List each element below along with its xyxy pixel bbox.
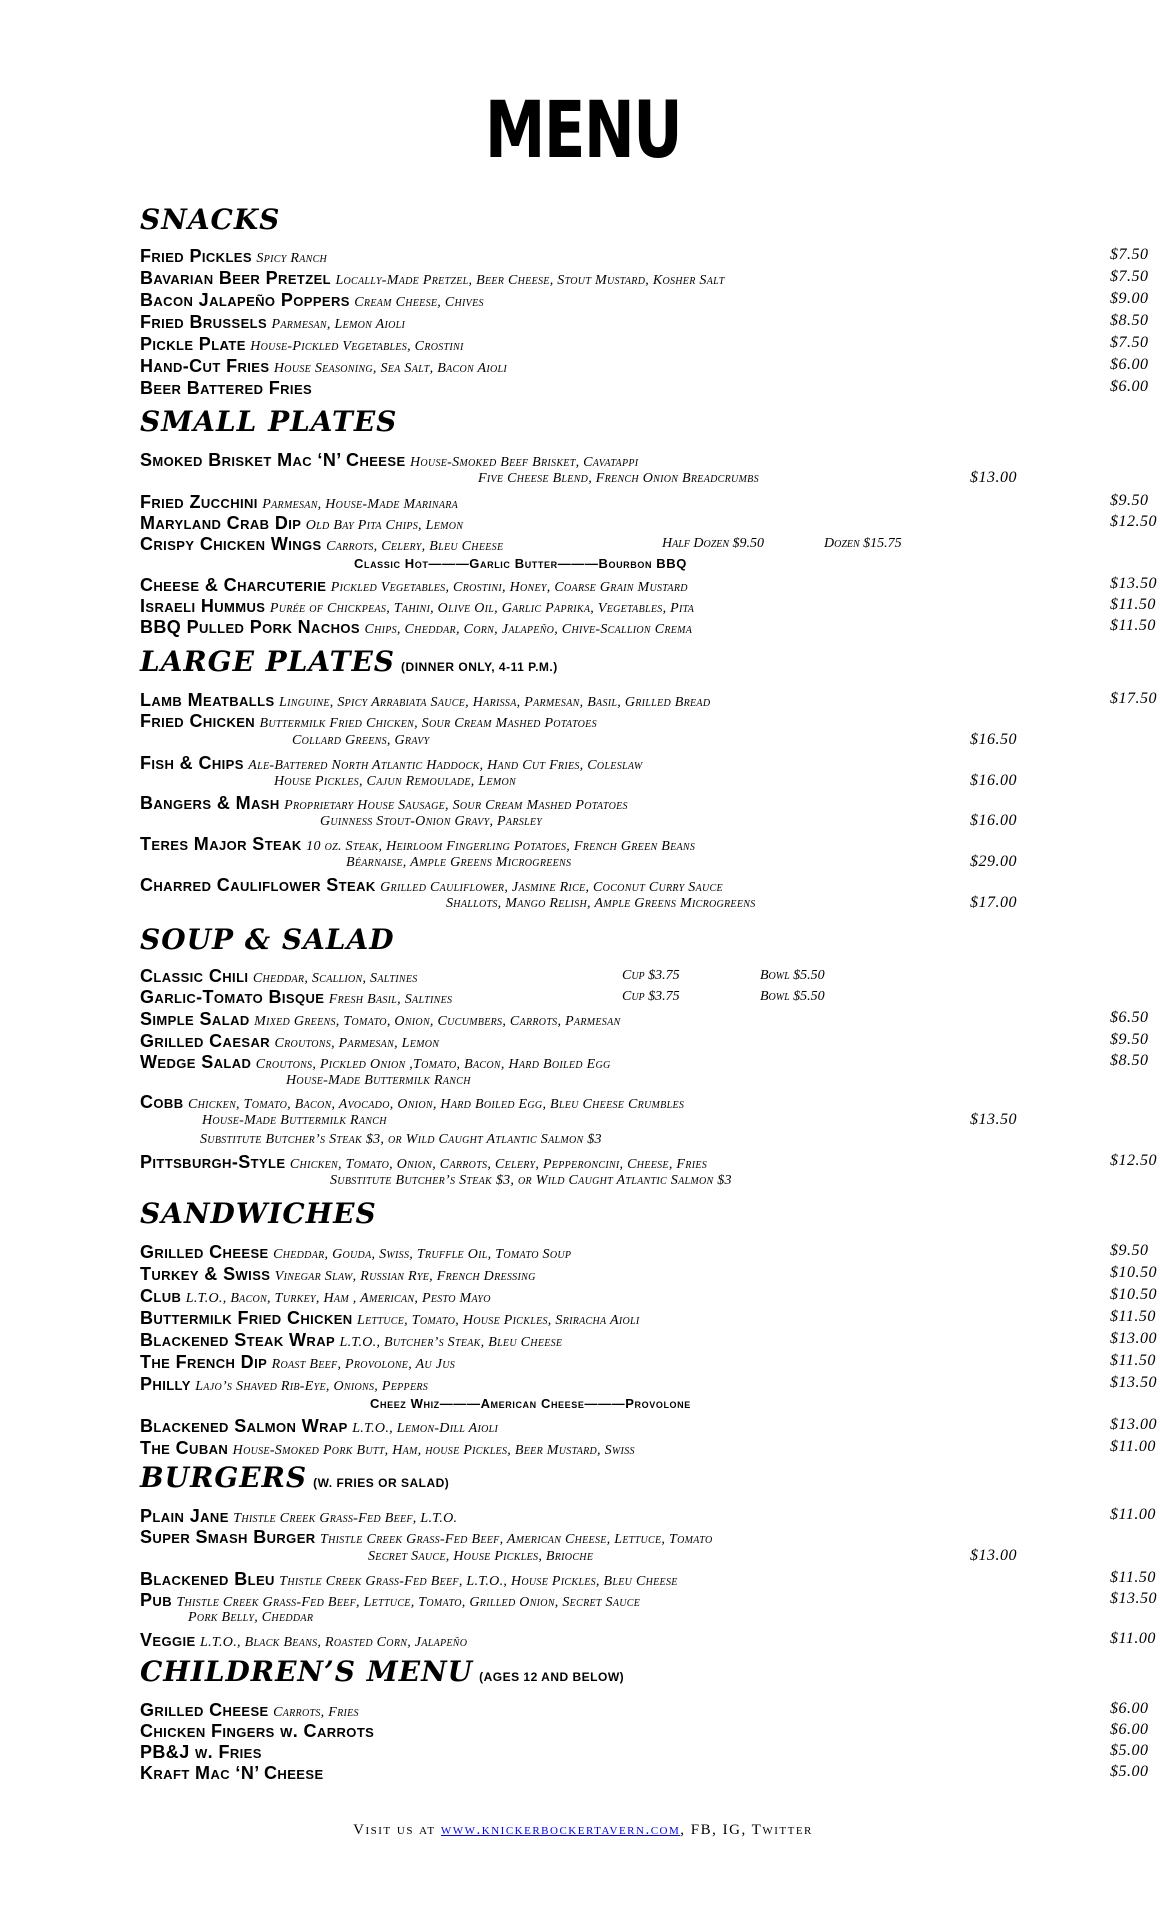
option-dozen: Dozen $15.75 — [824, 536, 902, 551]
option-bowl: Bowl $5.50 — [760, 989, 825, 1004]
sauce-choices: Classic Hot———Garlic Butter———Bourbon BBQ — [354, 556, 687, 571]
item-continuation: House-Made Buttermilk Ranch — [286, 1073, 471, 1088]
menu-item: Pub Thistle Creek Grass-Fed Beef, Lettuce, Tomato, Grilled Onion, Secret Sauce $13.50 — [140, 1590, 1157, 1610]
item-continuation: House-Made Buttermilk Ranch — [202, 1113, 387, 1128]
menu-item: BBQ Pulled Pork Nachos Chips, Cheddar, Corn, Jalapeño, Chive-Scallion Crema $11.50 — [140, 617, 1156, 637]
price: $10.50 — [1110, 1264, 1157, 1281]
price: $11.00 — [1110, 1506, 1156, 1523]
price: $8.50 — [1110, 312, 1149, 329]
price: $11.50 — [1110, 596, 1156, 613]
item-continuation: Secret Sauce, House Pickles, Brioche — [368, 1549, 594, 1564]
section-small-plates-title: SMALL PLATES — [140, 405, 398, 438]
menu-title: MENU — [484, 86, 682, 176]
menu-item: The Cuban House-Smoked Pork Butt, Ham, house Pickles, Beer Mustard, Swiss $11.00 — [140, 1438, 1156, 1458]
price: $6.00 — [1110, 1700, 1149, 1717]
price: $13.00 — [1110, 1330, 1157, 1347]
menu-item: Bacon Jalapeño Poppers Cream Cheese, Chives $9.00 — [140, 290, 1149, 310]
menu-item: Bavarian Beer Pretzel Locally-Made Pretzel, Beer Cheese, Stout Mustard, Kosher Salt $7.50 — [140, 268, 1149, 288]
price: $7.50 — [1110, 246, 1149, 263]
item-continuation: Five Cheese Blend, French Onion Breadcrumbs — [478, 471, 759, 486]
option-cup: Cup $3.75 — [622, 989, 680, 1004]
menu-item: Fried Pickles Spicy Ranch $7.50 — [140, 246, 1149, 266]
price: $17.00 — [970, 894, 1017, 911]
item-continuation: Pork Belly, Cheddar — [188, 1610, 314, 1625]
menu-item: Blackened Bleu Thistle Creek Grass-Fed Beef, L.T.O., House Pickles, Bleu Cheese $11.50 — [140, 1569, 1156, 1589]
menu-item: Club L.T.O., Bacon, Turkey, Ham , American, Pesto Mayo $10.50 — [140, 1286, 1157, 1306]
menu-item: Grilled Cheese Carrots, Fries $6.00 — [140, 1700, 1149, 1720]
price: $12.50 — [1110, 513, 1157, 530]
section-large-plates-title: LARGE PLATES (DINNER ONLY, 4-11 P.M.) — [140, 645, 558, 678]
menu-item: Fried Chicken Buttermilk Fried Chicken, Sour Cream Mashed Potatoes — [140, 711, 597, 731]
price: $29.00 — [970, 853, 1017, 870]
option-cup: Cup $3.75 — [622, 968, 680, 983]
menu-item: PB&J w. Fries $5.00 — [140, 1742, 1149, 1762]
price: $11.50 — [1110, 1352, 1156, 1369]
price: $7.50 — [1110, 268, 1149, 285]
price: $13.50 — [1110, 1590, 1157, 1607]
price: $6.50 — [1110, 1009, 1149, 1026]
price: $16.00 — [970, 772, 1017, 789]
price: $11.50 — [1110, 1308, 1156, 1325]
price: $11.00 — [1110, 1630, 1156, 1647]
menu-item: Buttermilk Fried Chicken Lettuce, Tomato, House Pickles, Sriracha Aioli $11.50 — [140, 1308, 1156, 1328]
menu-item: Crispy Chicken Wings Carrots, Celery, Bleu Cheese — [140, 534, 504, 554]
menu-item: Lamb Meatballs Linguine, Spicy Arrabiata Sauce, Harissa, Parmesan, Basil, Grilled Bread $17.50 — [140, 690, 1157, 710]
price: $5.00 — [1110, 1763, 1149, 1780]
price: $9.50 — [1110, 1031, 1149, 1048]
item-continuation: House Pickles, Cajun Remoulade, Lemon — [274, 774, 516, 789]
menu-item: Garlic-Tomato Bisque Fresh Basil, Saltines — [140, 987, 453, 1007]
price: $9.00 — [1110, 290, 1149, 307]
menu-item: Wedge Salad Croutons, Pickled Onion ,Tomato, Bacon, Hard Boiled Egg $8.50 — [140, 1052, 1149, 1072]
menu-item: Kraft Mac ‘N’ Cheese $5.00 — [140, 1763, 1149, 1783]
menu-item: Chicken Fingers w. Carrots $6.00 — [140, 1721, 1149, 1741]
menu-item: Super Smash Burger Thistle Creek Grass-Fed Beef, American Cheese, Lettuce, Tomato — [140, 1527, 713, 1547]
price: $16.50 — [970, 731, 1017, 748]
menu-item: Fried Zucchini Parmesan, House-Made Marinara $9.50 — [140, 492, 1149, 512]
menu-item: Cheese & Charcuterie Pickled Vegetables, Crostini, Honey, Coarse Grain Mustard $13.50 — [140, 575, 1157, 595]
item-continuation: Guinness Stout-Onion Gravy, Parsley — [320, 814, 543, 829]
menu-item: The French Dip Roast Beef, Provolone, Au Jus $11.50 — [140, 1352, 1156, 1372]
item-continuation: Substitute Butcher’s Steak $3, or Wild Caught Atlantic Salmon $3 — [330, 1173, 732, 1188]
price: $10.50 — [1110, 1286, 1157, 1303]
menu-item: Bangers & Mash Proprietary House Sausage, Sour Cream Mashed Potatoes — [140, 793, 628, 813]
price: $9.50 — [1110, 492, 1149, 509]
section-childrens-menu-title: CHILDREN’S MENU (AGES 12 AND BELOW) — [140, 1655, 625, 1688]
item-continuation: Collard Greens, Gravy — [292, 733, 430, 748]
menu-item: Fried Brussels Parmesan, Lemon Aioli $8.50 — [140, 312, 1149, 332]
menu-item: Veggie L.T.O., Black Beans, Roasted Corn, Jalapeño $11.00 — [140, 1630, 1156, 1650]
menu-item: Simple Salad Mixed Greens, Tomato, Onion, Cucumbers, Carrots, Parmesan $6.50 — [140, 1009, 1149, 1029]
price: $12.50 — [1110, 1152, 1157, 1169]
menu-item: Turkey & Swiss Vinegar Slaw, Russian Rye, French Dressing $10.50 — [140, 1264, 1157, 1284]
menu-item: Philly Lajo’s Shaved Rib-Eye, Onions, Peppers $13.50 — [140, 1374, 1157, 1394]
menu-item: Teres Major Steak 10 oz. Steak, Heirloom Fingerling Potatoes, French Green Beans — [140, 834, 696, 854]
website-link[interactable]: www.knickerbockertavern.com — [440, 1822, 681, 1838]
option-half-dozen: Half Dozen $9.50 — [662, 536, 765, 551]
option-bowl: Bowl $5.50 — [760, 968, 825, 983]
section-snacks-title: SNACKS — [140, 203, 281, 236]
menu-item: Beer Battered Fries $6.00 — [140, 378, 1149, 398]
menu-item: Pickle Plate House-Pickled Vegetables, Crostini $7.50 — [140, 334, 1149, 354]
price: $11.00 — [1110, 1438, 1156, 1455]
menu-item: Plain Jane Thistle Creek Grass-Fed Beef, L.T.O. $11.00 — [140, 1506, 1156, 1526]
menu-item: Maryland Crab Dip Old Bay Pita Chips, Lemon $12.50 — [140, 513, 1157, 533]
price: $13.00 — [970, 1547, 1017, 1564]
price: $6.00 — [1110, 356, 1149, 373]
menu-item: Pittsburgh-Style Chicken, Tomato, Onion, Carrots, Celery, Pepperoncini, Cheese, Fries $12.50 — [140, 1152, 1157, 1172]
menu-item: Grilled Cheese Cheddar, Gouda, Swiss, Truffle Oil, Tomato Soup $9.50 — [140, 1242, 1149, 1262]
menu-item: Blackened Salmon Wrap L.T.O., Lemon-Dill Aioli $13.00 — [140, 1416, 1157, 1436]
item-continuation: Substitute Butcher’s Steak $3, or Wild Caught Atlantic Salmon $3 — [200, 1132, 602, 1147]
price: $13.50 — [1110, 1374, 1157, 1391]
item-continuation: Béarnaise, Ample Greens Microgreens — [346, 855, 572, 870]
price: $8.50 — [1110, 1052, 1149, 1069]
price: $17.50 — [1110, 690, 1157, 707]
section-soup-salad-title: SOUP & SALAD — [140, 923, 395, 956]
section-sandwiches-title: SANDWICHES — [140, 1197, 377, 1230]
price: $11.50 — [1110, 617, 1156, 634]
price: $5.00 — [1110, 1742, 1149, 1759]
price: $6.00 — [1110, 378, 1149, 395]
price: $13.00 — [970, 469, 1017, 486]
price: $9.50 — [1110, 1242, 1149, 1259]
section-burgers-title: BURGERS (W. FRIES OR SALAD) — [140, 1461, 450, 1494]
menu-item: Hand-Cut Fries House Seasoning, Sea Salt, Bacon Aioli $6.00 — [140, 356, 1149, 376]
menu-item: Grilled Caesar Croutons, Parmesan, Lemon $9.50 — [140, 1031, 1149, 1051]
price: $13.50 — [1110, 575, 1157, 592]
footer-prefix: Visit us at — [353, 1822, 441, 1838]
menu-item: Smoked Brisket Mac ‘N’ Cheese House-Smoked Beef Brisket, Cavatappi — [140, 450, 639, 470]
menu-item: Blackened Steak Wrap L.T.O., Butcher’s Steak, Bleu Cheese $13.00 — [140, 1330, 1157, 1350]
menu-item: Israeli Hummus Purée of Chickpeas, Tahini, Olive Oil, Garlic Paprika, Vegetables, Pita $11.50 — [140, 596, 1156, 616]
cheese-choices: Cheez Whiz———American Cheese———Provolone — [370, 1396, 691, 1411]
menu-item: Cobb Chicken, Tomato, Bacon, Avocado, Onion, Hard Boiled Egg, Bleu Cheese Crumbles — [140, 1092, 685, 1112]
menu-item: Charred Cauliflower Steak Grilled Cauliflower, Jasmine Rice, Coconut Curry Sauce — [140, 875, 723, 895]
price: $11.50 — [1110, 1569, 1156, 1586]
menu-item: Classic Chili Cheddar, Scallion, Saltines — [140, 966, 418, 986]
item-continuation: Shallots, Mango Relish, Ample Greens Microgreens — [446, 896, 756, 911]
price: $16.00 — [970, 812, 1017, 829]
price: $7.50 — [1110, 334, 1149, 351]
footer — [0, 1822, 1166, 1839]
price: $13.50 — [970, 1111, 1017, 1128]
menu-item: Fish & Chips Ale-Battered North Atlantic Haddock, Hand Cut Fries, Coleslaw — [140, 753, 643, 773]
price: $6.00 — [1110, 1721, 1149, 1738]
price: $13.00 — [1110, 1416, 1157, 1433]
footer-suffix: , FB, IG, Twitter — [680, 1822, 813, 1838]
